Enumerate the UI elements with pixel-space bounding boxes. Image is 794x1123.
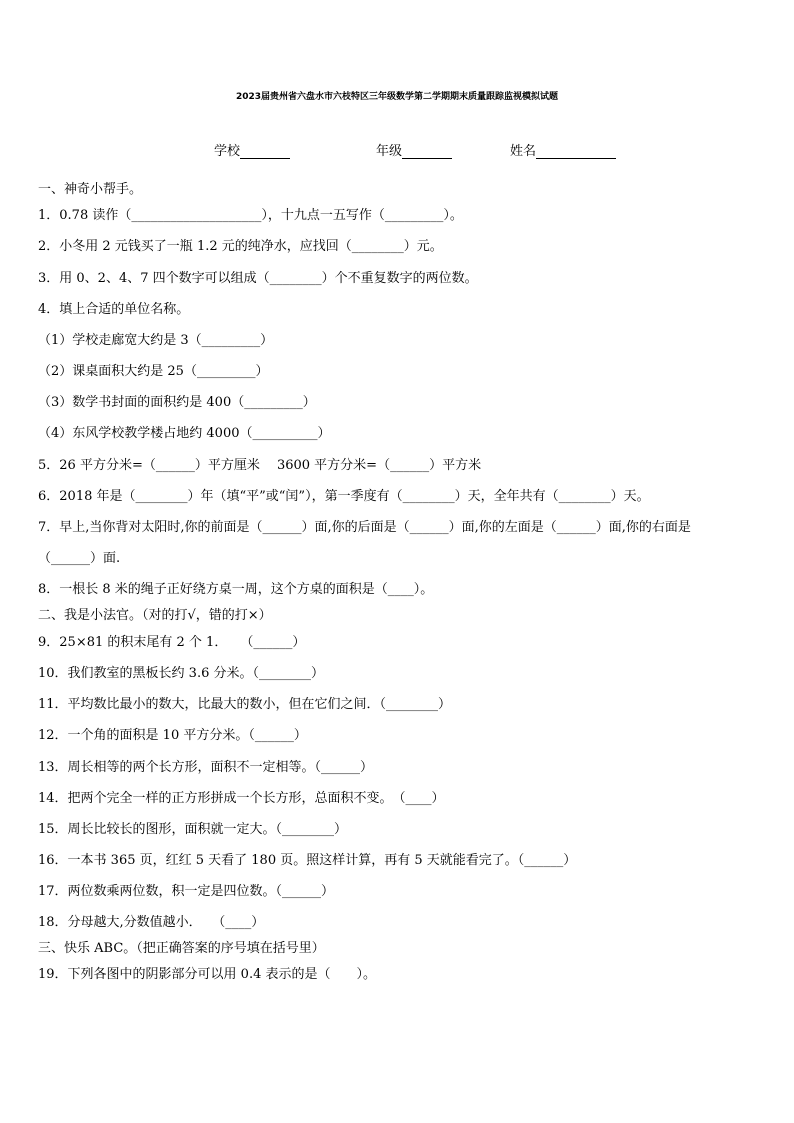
question-4-part-2: （2）课桌面积大约是 25（_________） [38,364,269,379]
question-18: 18．分母越大,分数值越小． （____） [38,915,265,930]
question-16: 16．一本书 365 页，红红 5 天看了 180 页。照这样计算，再有 5 天就能看完了。（______） [38,853,577,868]
question-19: 19．下列各图中的阴影部分可以用 0.4 表示的是（ ）。 [38,967,376,982]
page-title: 2023届贵州省六盘水市六枝特区三年级数学第二学期期末质量跟踪监视模拟试题 [235,92,559,102]
section-2-heading: 二、我是小法官。（对的打√，错的打×） [38,608,272,623]
question-12: 12．一个角的面积是 10 平方分米。（______） [38,728,307,743]
question-4: 4．填上合适的单位名称。 [38,302,190,317]
grade-input-line[interactable] [402,144,452,159]
question-14: 14．把两个完全一样的正方形拼成一个长方形，总面积不变。 （____） [38,791,445,806]
question-15: 15．周长比较长的图形，面积就一定大。（________） [38,822,348,837]
question-4-part-3: （3）数学书封面的面积约是 400（_________） [38,395,316,410]
school-label: 学校 [214,144,241,159]
grade-label: 年级 [376,144,403,159]
grade-field [376,140,452,159]
school-input-line[interactable] [240,144,290,159]
question-4-part-4: （4）东风学校教学楼占地约 4000（__________） [38,426,331,441]
question-1: 1．0.78 读作（____________________），十九点一五写作（_________）。 [38,208,463,223]
name-input-line[interactable] [536,144,616,159]
question-17: 17．两位数乘两位数，积一定是四位数。（______） [38,884,335,899]
question-13: 13．周长相等的两个长方形，面积不一定相等。（______） [38,760,374,775]
question-8: 8．一根长 8 米的绳子正好绕方桌一周，这个方桌的面积是（____）。 [38,582,434,597]
question-5: 5．26 平方分米=（______）平方厘米 3600 平方分米=（______）平方米 [38,458,482,473]
section-1-heading: 一、神奇小帮手。 [38,182,143,197]
name-label: 姓名 [510,144,537,159]
question-2: 2．小冬用 2 元钱买了一瓶 1.2 元的纯净水，应找回（________）元。 [38,239,443,254]
question-9: 9．25×81 的积末尾有 2 个 1． （______） [38,635,306,650]
question-11: 11．平均数比最小的数大，比最大的数小，但在它们之间．（________） [38,697,452,712]
school-field [214,140,290,159]
name-field [510,140,616,159]
student-info-row [0,140,794,160]
question-3: 3．用 0、2、4、7 四个数字可以组成（________）个不重复数字的两位数。 [38,271,478,286]
question-6: 6．2018 年是（________）年（填“平”或“闰”），第一季度有（________）天，全年共有（________）天。 [38,489,650,504]
question-7-cont: （______）面. [38,551,121,566]
question-4-part-1: （1）学校走廊宽大约是 3（_________） [38,333,274,348]
section-3-heading: 三、快乐 ABC。（把正确答案的序号填在括号里） [38,941,325,956]
question-10: 10．我们教室的黑板长约 3.6 分米。（________） [38,666,324,681]
question-7: 7．早上,当你背对太阳时,你的前面是（______）面,你的后面是（______）面,你的左面是（______）面,你的右面是 [38,520,691,535]
